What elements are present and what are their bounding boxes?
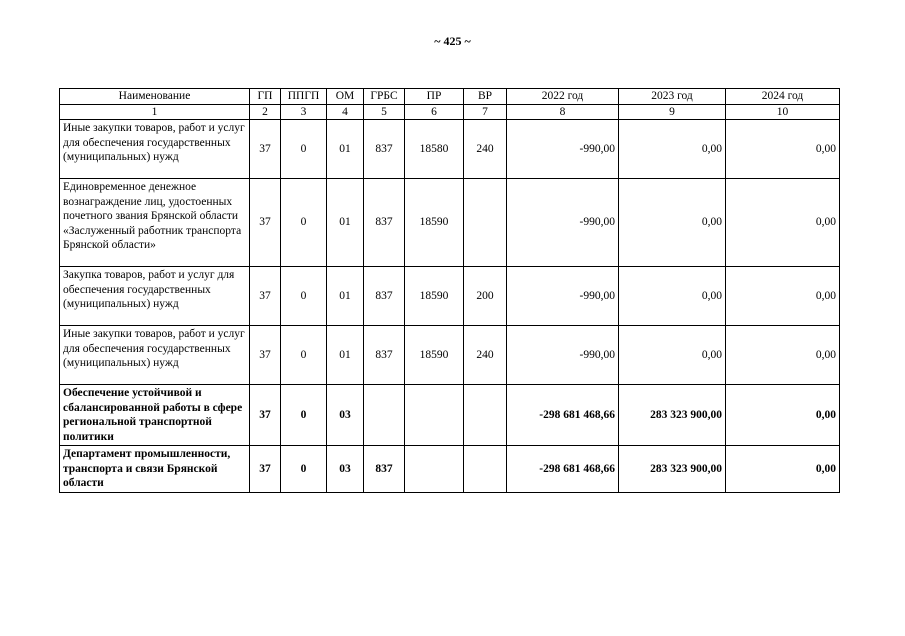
- cell-ppgp: 0: [281, 385, 327, 446]
- cell-om: 03: [327, 446, 364, 493]
- cell-2024: 0,00: [726, 179, 840, 267]
- cell-2024: 0,00: [726, 120, 840, 179]
- column-number: 2: [250, 104, 281, 120]
- cell-2022: -298 681 468,66: [507, 385, 619, 446]
- cell-2023: 0,00: [619, 267, 726, 326]
- cell-gp: 37: [250, 446, 281, 493]
- cell-grbs: [364, 385, 405, 446]
- header-name: Наименование: [60, 89, 250, 105]
- cell-2022: -990,00: [507, 267, 619, 326]
- cell-gp: 37: [250, 385, 281, 446]
- cell-vr: [464, 385, 507, 446]
- cell-name: Закупка товаров, работ и услуг для обеспечения государственных (муниципальных) нужд: [60, 267, 250, 326]
- header-vr: ВР: [464, 89, 507, 105]
- cell-om: 03: [327, 385, 364, 446]
- cell-grbs: 837: [364, 120, 405, 179]
- table-row: [60, 446, 840, 493]
- cell-name: Иные закупки товаров, работ и услуг для обеспечения государственных (муниципальных) нужд: [60, 120, 250, 179]
- cell-pr: 18590: [405, 179, 464, 267]
- cell-om: 01: [327, 179, 364, 267]
- cell-2024: 0,00: [726, 385, 840, 446]
- cell-2022: -990,00: [507, 120, 619, 179]
- column-number: 3: [281, 104, 327, 120]
- table-row: [60, 385, 840, 446]
- cell-vr: 240: [464, 120, 507, 179]
- cell-ppgp: 0: [281, 179, 327, 267]
- cell-2023: 0,00: [619, 326, 726, 385]
- cell-om: 01: [327, 120, 364, 179]
- header-gp: ГП: [250, 89, 281, 105]
- cell-grbs: 837: [364, 179, 405, 267]
- header-pr: ПР: [405, 89, 464, 105]
- cell-grbs: 837: [364, 267, 405, 326]
- column-number: 6: [405, 104, 464, 120]
- cell-pr: [405, 385, 464, 446]
- cell-ppgp: 0: [281, 326, 327, 385]
- cell-grbs: 837: [364, 326, 405, 385]
- column-number: 9: [619, 104, 726, 120]
- cell-2024: 0,00: [726, 267, 840, 326]
- cell-vr: 240: [464, 326, 507, 385]
- cell-pr: 18590: [405, 326, 464, 385]
- table-row: [60, 179, 840, 267]
- header-ppgp: ППГП: [281, 89, 327, 105]
- cell-om: 01: [327, 267, 364, 326]
- header-om: ОМ: [327, 89, 364, 105]
- cell-pr: 18590: [405, 267, 464, 326]
- table-row: [60, 120, 840, 179]
- column-number: 10: [726, 104, 840, 120]
- cell-gp: 37: [250, 179, 281, 267]
- cell-ppgp: 0: [281, 446, 327, 493]
- cell-2023: 0,00: [619, 179, 726, 267]
- cell-name: Департамент промышленности, транспорта и связи Брянской области: [60, 446, 250, 493]
- column-number-row: [60, 104, 840, 120]
- cell-pr: [405, 446, 464, 493]
- cell-gp: 37: [250, 326, 281, 385]
- cell-grbs: 837: [364, 446, 405, 493]
- column-number: 7: [464, 104, 507, 120]
- column-number: 8: [507, 104, 619, 120]
- header-grbs: ГРБС: [364, 89, 405, 105]
- cell-2023: 0,00: [619, 120, 726, 179]
- cell-name: Обеспечение устойчивой и сбалансированной работы в сфере региональной транспортной политики: [60, 385, 250, 446]
- cell-2023: 283 323 900,00: [619, 385, 726, 446]
- cell-2024: 0,00: [726, 446, 840, 493]
- cell-2022: -990,00: [507, 326, 619, 385]
- cell-name: Единовременное денежное вознаграждение лиц, удостоенных почетного звания Брянской области «Заслуженный работник транспорта Брянской области»: [60, 179, 250, 267]
- cell-vr: [464, 446, 507, 493]
- header-row: [60, 89, 840, 105]
- cell-2024: 0,00: [726, 326, 840, 385]
- header-2023: 2023 год: [619, 89, 726, 105]
- cell-ppgp: 0: [281, 120, 327, 179]
- budget-table: [59, 88, 840, 493]
- cell-2022: -990,00: [507, 179, 619, 267]
- column-number: 1: [60, 104, 250, 120]
- header-2024: 2024 год: [726, 89, 840, 105]
- page-number: ~ 425 ~: [434, 34, 471, 48]
- cell-vr: [464, 179, 507, 267]
- cell-2023: 283 323 900,00: [619, 446, 726, 493]
- cell-gp: 37: [250, 120, 281, 179]
- cell-gp: 37: [250, 267, 281, 326]
- column-number: 4: [327, 104, 364, 120]
- cell-vr: 200: [464, 267, 507, 326]
- cell-name: Иные закупки товаров, работ и услуг для обеспечения государственных (муниципальных) нужд: [60, 326, 250, 385]
- table-row: [60, 326, 840, 385]
- cell-om: 01: [327, 326, 364, 385]
- cell-ppgp: 0: [281, 267, 327, 326]
- header-2022: 2022 год: [507, 89, 619, 105]
- column-number: 5: [364, 104, 405, 120]
- cell-2022: -298 681 468,66: [507, 446, 619, 493]
- table-row: [60, 267, 840, 326]
- cell-pr: 18580: [405, 120, 464, 179]
